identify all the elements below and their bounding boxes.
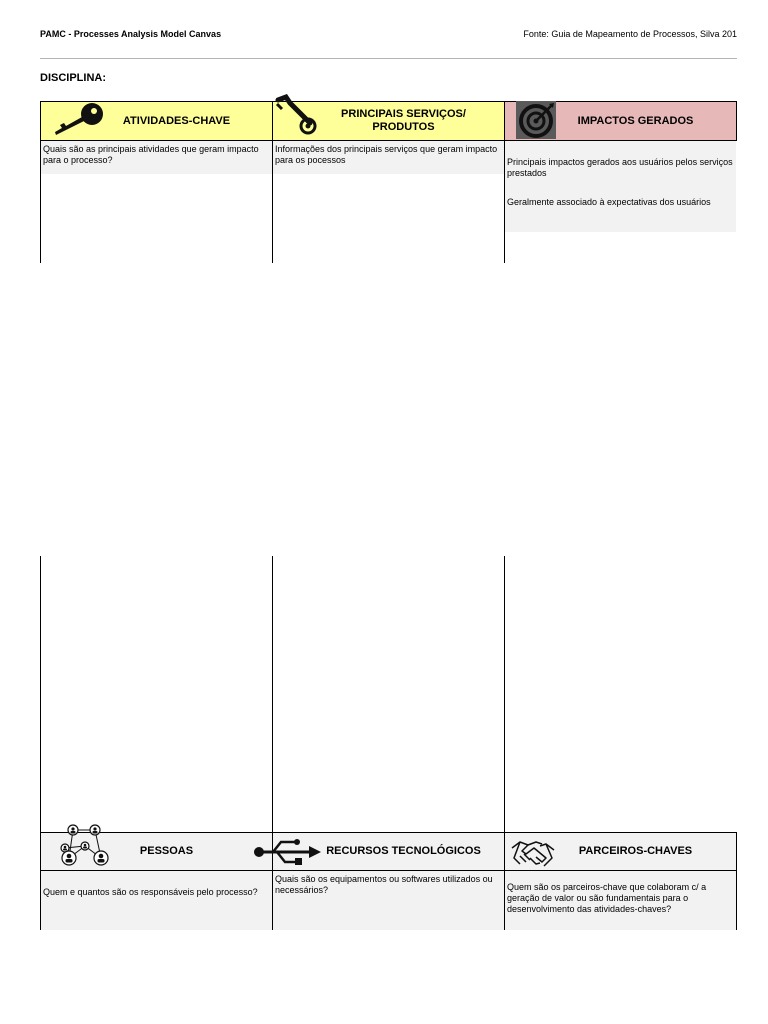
description-impacts: Principais impactos gerados aos usuários pelos serviços prestados Geralmente associado à expectativas dos usuários [505,141,736,232]
description-key-activities: Quais são as principais atividades que geram impacto para o processo? [41,141,272,174]
section-title-tech-resources: RECURSOS TECNOLÓGICOS [326,845,481,857]
description-key-partners: Quem são os parceiros-chave que colaboram c/ a geração de valor ou são fundamentais para o desenvolvimento das atividades-chaves? [505,871,736,930]
header-divider [40,58,737,59]
canvas-title: PAMC - Processes Analysis Model Canvas [40,29,222,39]
section-title-people: PESSOAS [139,845,194,857]
source-note: Fonte: Guia de Mapeamento de Processos, Silva 201 [523,29,737,39]
grid-line-right [736,101,737,141]
discipline-label: DISCIPLINA: [40,72,106,84]
section-title-key-activities: ATIVIDADES-CHAVE [122,114,231,127]
section-title-services-line2: PRODUTOS [372,121,435,133]
description-tech-resources: Quais são os equipamentos ou softwares utilizados ou necessários? [273,871,504,930]
usb-icon [251,836,323,868]
people-network-icon [55,820,117,870]
key-icon [52,101,104,139]
description-people: Quem e quantos são os responsáveis pelo processo? [41,871,272,930]
handshake-icon [510,836,556,870]
wrench-icon [274,94,320,136]
target-icon [516,101,556,139]
section-title-impacts: IMPACTOS GERADOS [577,114,694,127]
section-title-services-line1: PRINCIPAIS SERVIÇOS/ [341,108,466,120]
grid-line-right-lower [736,832,737,930]
description-services-products: Informações dos principais serviços que geram impacto para os pocessos [273,141,504,174]
section-title-key-partners: PARCEIROS-CHAVES [578,845,693,857]
